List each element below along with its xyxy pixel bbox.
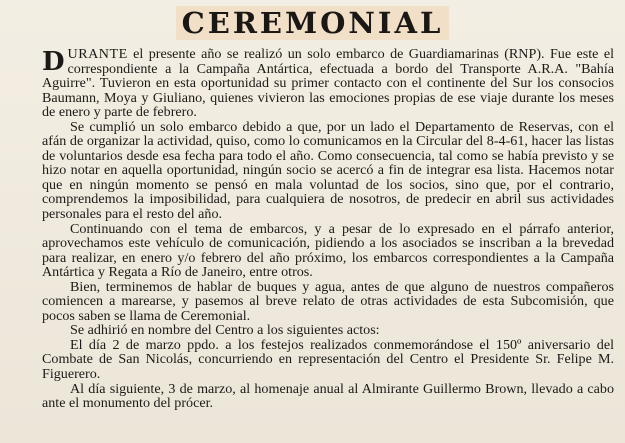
paragraph-1 — [42, 47, 614, 120]
paragraph-6: El día 2 de marzo ppdo. a los festejos realizados conmemorándose el 150º aniversario del Combate de San Nicolás, concurriendo en representación del Centro el Presidente Sr. Felipe M. Figuerero. — [42, 336, 614, 383]
title-area — [0, 6, 625, 40]
paragraph-7: Al día siguiente, 3 de marzo, al homenaje anual al Almirante Guillermo Brown, llevado a cabo ante el monumento del prócer. — [42, 380, 614, 412]
first-word: URANTE — [67, 46, 128, 62]
paragraph-2: Se cumplió un solo embarco debido a que, por un lado el Departamento de Reservas, con el afán de organizar la actividad, quiso, como lo comunicamos en la Circular del 8-4-61, hacer las listas de voluntarios desde esa fecha para todo el año. Como consecuencia, tal como se había previsto y se hizo notar en aquella oportunidad, ningún socio se acercó a fin de integrar esa lista. Hacemos notar que en ningún momento se pensó en mala voluntad de los socios, sino que, por el contrario, comprendemos la imposibilidad, para cualquiera de nosotros, de predecir en abril sus actividades personales para el resto del año. — [42, 118, 614, 223]
paragraph-4: Bien, terminemos de hablar de buques y agua, antes de que alguno de nuestros compañeros comiencen a marearse, y pasemos al breve relato de otras actividades de esta Subcomisión, que pocos saben se llama de Ceremonial. — [42, 278, 614, 324]
paragraph-5: Se adhirió en nombre del Centro a los siguientes actos: — [70, 322, 380, 339]
article-body — [42, 47, 614, 411]
drop-cap: D — [42, 47, 65, 77]
paragraph-3: Continuando con el tema de embarcos, y a pesar de lo expresado en el párrafo anterior, aprovechamos este vehículo de comunicación, pidiendo a los asociados se inscriban a la brevedad para realizar, en enero y/o febrero del año próximo, los embarcos correspondientes a la Campaña Antártica y Regata a Río de Janeiro, entre otros. — [42, 220, 614, 281]
paragraph-text: el presente año se realizó un solo embarco de Guardiamarinas (RNP). Fue este el correspondiente a la Campaña Antártica, efectuada a bordo del Transporte A.R.A. "Bahía Aguirre". Tuvieron en esta oportunidad su primer contacto con el continente del Sur los consocios Baumann, Moya y Giuliano, quienes vivieron las emociones propias de ese viaje durante los meses de enero y parte de febrero. — [42, 46, 614, 121]
page-title: CEREMONIAL — [176, 6, 450, 40]
